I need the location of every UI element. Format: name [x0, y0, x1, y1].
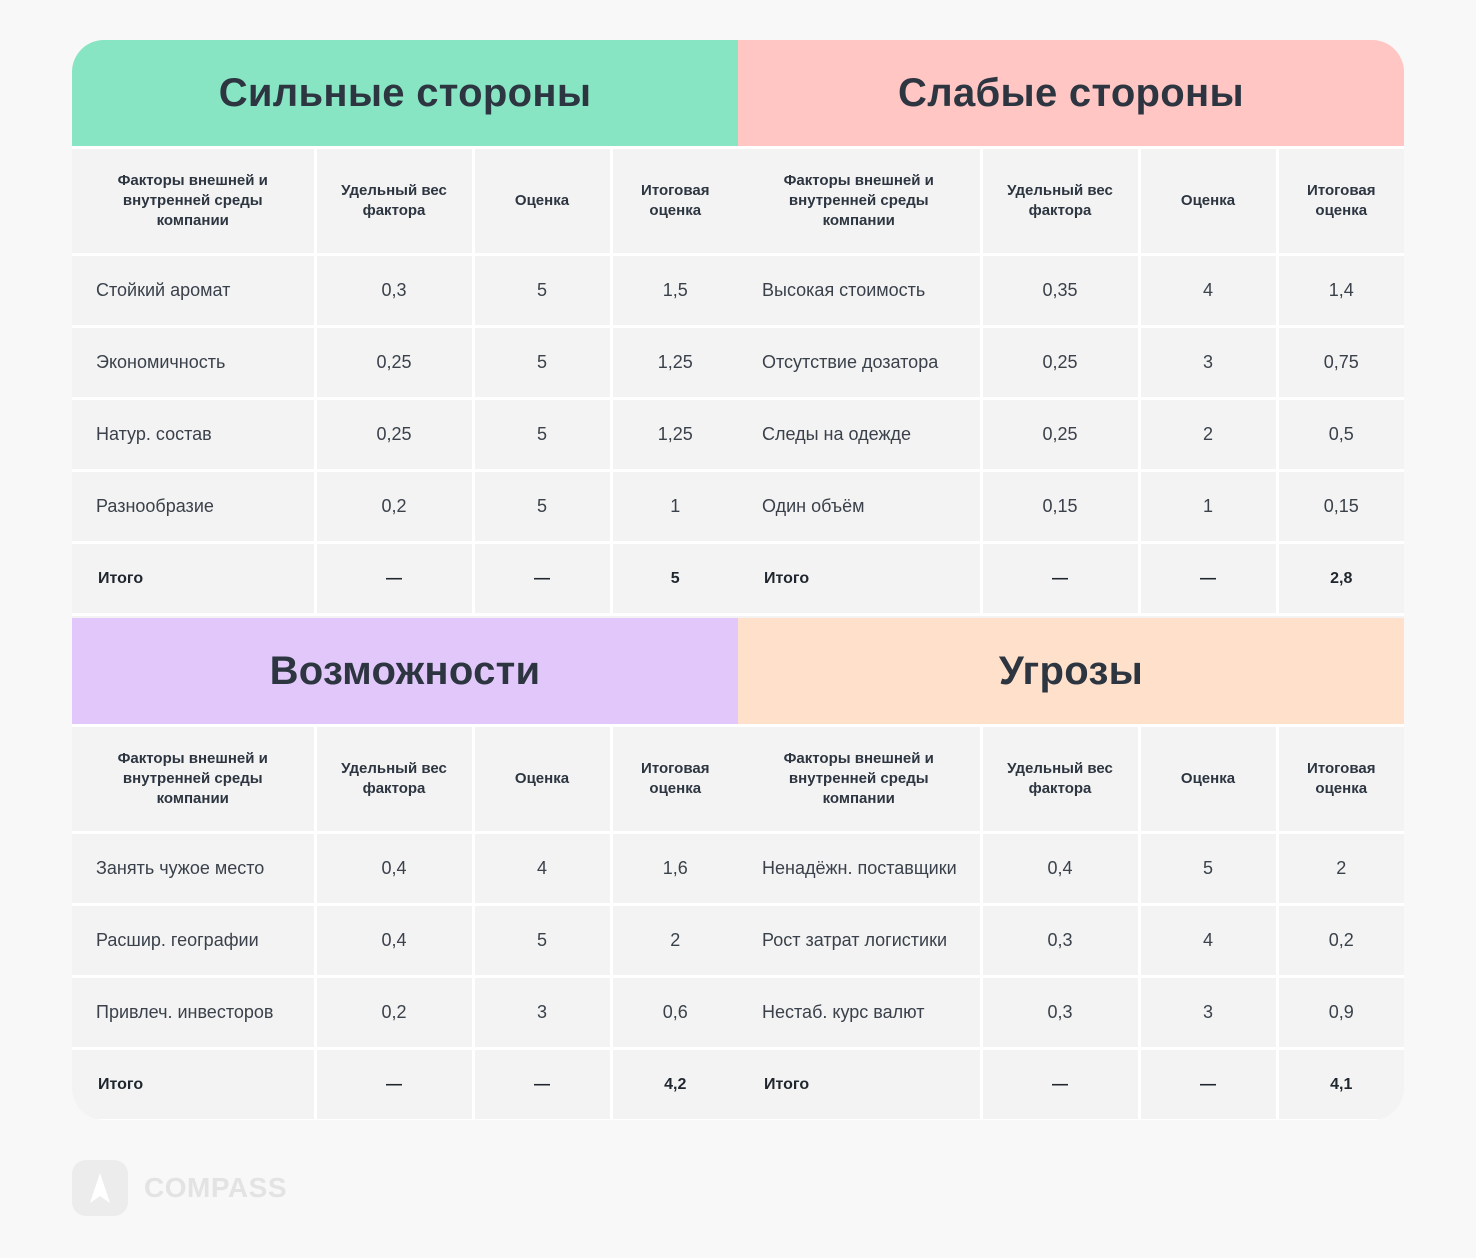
strengths-quadrant — [72, 40, 738, 616]
total-column-header: Итоговая оценка — [1277, 148, 1404, 255]
compass-arrow-icon — [72, 1160, 128, 1216]
weight-cell: 0,3 — [981, 977, 1139, 1049]
factor-cell: Следы на одежде — [738, 399, 981, 471]
factor-cell: Натур. состав — [72, 399, 315, 471]
table-row — [738, 905, 1404, 977]
threats-quadrant — [738, 618, 1404, 1120]
compass-logo — [72, 1160, 287, 1216]
total-score-cell: 2,8 — [1277, 543, 1404, 615]
rating-cell: 5 — [473, 327, 611, 399]
weight-cell: 0,2 — [315, 977, 473, 1049]
weight-cell: 0,35 — [981, 255, 1139, 327]
factor-column-header: Факторы внешней и внутренней среды компании — [72, 726, 315, 833]
rating-column-header: Оценка — [473, 726, 611, 833]
table-row — [72, 399, 738, 471]
rating-cell: 5 — [473, 905, 611, 977]
table-row — [72, 905, 738, 977]
factor-cell: Ненадёжн. поставщики — [738, 833, 981, 905]
opportunities-title: Возможности — [72, 618, 738, 724]
total-weight-cell: — — [981, 543, 1139, 615]
score-cell: 0,15 — [1277, 471, 1404, 543]
header-row — [72, 726, 738, 833]
total-rating-cell: — — [473, 543, 611, 615]
rating-column-header: Оценка — [1139, 148, 1277, 255]
total-score-cell: 5 — [611, 543, 738, 615]
total-row — [738, 543, 1404, 615]
table-row — [738, 977, 1404, 1049]
header-row — [738, 726, 1404, 833]
score-cell: 0,75 — [1277, 327, 1404, 399]
weight-cell: 0,25 — [315, 399, 473, 471]
weight-cell: 0,25 — [981, 327, 1139, 399]
weight-cell: 0,15 — [981, 471, 1139, 543]
rating-cell: 2 — [1139, 399, 1277, 471]
rating-cell: 5 — [473, 399, 611, 471]
table-row — [738, 255, 1404, 327]
logo-text: COMPASS — [144, 1172, 287, 1203]
score-cell: 1,25 — [611, 327, 738, 399]
weaknesses-quadrant — [738, 40, 1404, 616]
strengths-title: Сильные стороны — [72, 40, 738, 146]
table-row — [738, 327, 1404, 399]
total-column-header: Итоговая оценка — [611, 148, 738, 255]
rating-cell: 1 — [1139, 471, 1277, 543]
table-row — [72, 471, 738, 543]
strengths-table — [72, 146, 738, 616]
rating-cell: 4 — [1139, 905, 1277, 977]
factor-cell: Экономичность — [72, 327, 315, 399]
threats-title: Угрозы — [738, 618, 1404, 724]
weight-column-header: Удельный вес фактора — [981, 726, 1139, 833]
factor-cell: Занять чужое место — [72, 833, 315, 905]
score-cell: 0,2 — [1277, 905, 1404, 977]
total-label-cell: Итого — [72, 543, 315, 615]
table-row — [72, 977, 738, 1049]
total-weight-cell: — — [981, 1049, 1139, 1121]
weight-cell: 0,3 — [981, 905, 1139, 977]
score-cell: 1 — [611, 471, 738, 543]
rating-cell: 3 — [473, 977, 611, 1049]
table-row — [738, 471, 1404, 543]
total-label-cell: Итого — [738, 1049, 981, 1121]
weaknesses-title: Слабые стороны — [738, 40, 1404, 146]
weight-cell: 0,4 — [981, 833, 1139, 905]
header-row — [738, 148, 1404, 255]
weight-cell: 0,2 — [315, 471, 473, 543]
total-rating-cell: — — [473, 1049, 611, 1121]
weaknesses-table — [738, 146, 1404, 616]
score-cell: 0,9 — [1277, 977, 1404, 1049]
factor-cell: Рост затрат логистики — [738, 905, 981, 977]
rating-cell: 4 — [1139, 255, 1277, 327]
rating-cell: 3 — [1139, 327, 1277, 399]
table-row — [738, 833, 1404, 905]
total-row — [72, 543, 738, 615]
score-cell: 2 — [1277, 833, 1404, 905]
factor-column-header: Факторы внешней и внутренней среды компании — [738, 726, 981, 833]
rating-cell: 5 — [473, 255, 611, 327]
total-label-cell: Итого — [72, 1049, 315, 1121]
weight-cell: 0,25 — [315, 327, 473, 399]
header-row — [72, 148, 738, 255]
rating-cell: 3 — [1139, 977, 1277, 1049]
factor-cell: Отсутствие дозатора — [738, 327, 981, 399]
rating-cell: 5 — [473, 471, 611, 543]
factor-column-header: Факторы внешней и внутренней среды компании — [72, 148, 315, 255]
table-row — [72, 833, 738, 905]
rating-column-header: Оценка — [473, 148, 611, 255]
rating-cell: 5 — [1139, 833, 1277, 905]
total-row — [72, 1049, 738, 1121]
weight-column-header: Удельный вес фактора — [981, 148, 1139, 255]
threats-table — [738, 724, 1404, 1120]
weight-cell: 0,3 — [315, 255, 473, 327]
score-cell: 0,5 — [1277, 399, 1404, 471]
weight-cell: 0,25 — [981, 399, 1139, 471]
total-weight-cell: — — [315, 1049, 473, 1121]
factor-cell: Высокая стоимость — [738, 255, 981, 327]
rating-column-header: Оценка — [1139, 726, 1277, 833]
opportunities-quadrant — [72, 618, 738, 1120]
table-row — [738, 399, 1404, 471]
weight-column-header: Удельный вес фактора — [315, 148, 473, 255]
table-row — [72, 327, 738, 399]
factor-cell: Разнообразие — [72, 471, 315, 543]
total-rating-cell: — — [1139, 1049, 1277, 1121]
total-column-header: Итоговая оценка — [611, 726, 738, 833]
factor-cell: Расшир. географии — [72, 905, 315, 977]
total-column-header: Итоговая оценка — [1277, 726, 1404, 833]
weight-column-header: Удельный вес фактора — [315, 726, 473, 833]
rating-cell: 4 — [473, 833, 611, 905]
total-score-cell: 4,1 — [1277, 1049, 1404, 1121]
score-cell: 1,6 — [611, 833, 738, 905]
factor-cell: Привлеч. инвесторов — [72, 977, 315, 1049]
opportunities-table — [72, 724, 738, 1120]
total-label-cell: Итого — [738, 543, 981, 615]
score-cell: 1,4 — [1277, 255, 1404, 327]
score-cell: 2 — [611, 905, 738, 977]
factor-cell: Один объём — [738, 471, 981, 543]
total-row — [738, 1049, 1404, 1121]
weight-cell: 0,4 — [315, 833, 473, 905]
factor-cell: Нестаб. курс валют — [738, 977, 981, 1049]
table-row — [72, 255, 738, 327]
total-weight-cell: — — [315, 543, 473, 615]
weight-cell: 0,4 — [315, 905, 473, 977]
swot-board — [72, 40, 1404, 1120]
total-rating-cell: — — [1139, 543, 1277, 615]
score-cell: 1,25 — [611, 399, 738, 471]
total-score-cell: 4,2 — [611, 1049, 738, 1121]
factor-column-header: Факторы внешней и внутренней среды компании — [738, 148, 981, 255]
score-cell: 0,6 — [611, 977, 738, 1049]
factor-cell: Стойкий аромат — [72, 255, 315, 327]
score-cell: 1,5 — [611, 255, 738, 327]
